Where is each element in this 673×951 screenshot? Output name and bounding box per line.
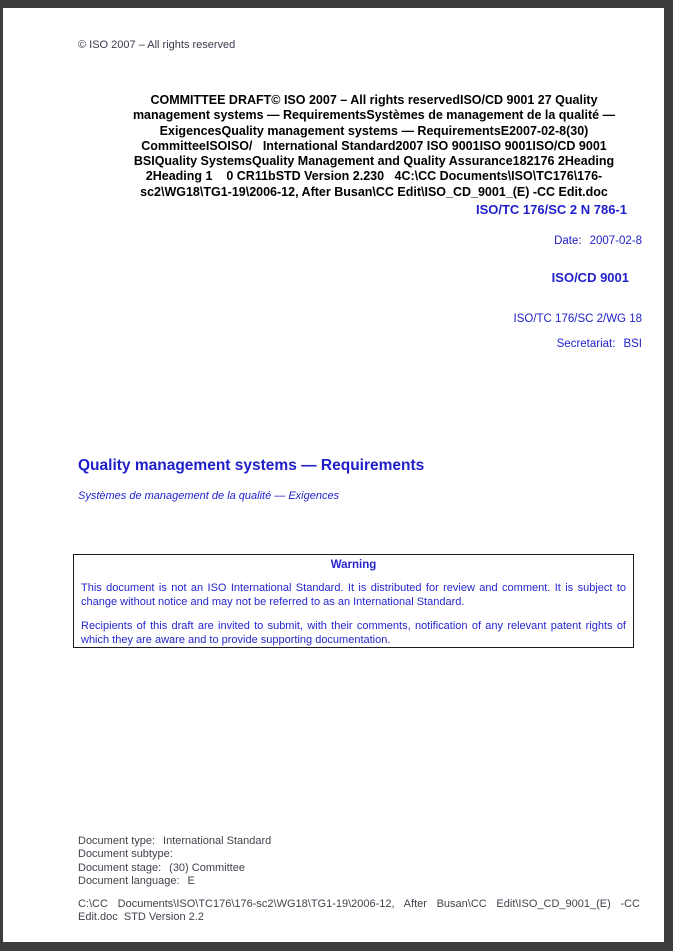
date-value: 2007-02-8 <box>589 235 642 247</box>
masthead-line: CommitteeISOISO/ International Standard2007 ISO 9001ISO 9001ISO/CD 9001 <box>141 138 607 153</box>
info-label: Document language: <box>78 875 180 888</box>
info-value: E <box>187 875 195 888</box>
document-code: ISO/CD 9001 <box>551 270 629 285</box>
masthead-line: COMMITTEE DRAFT© ISO 2007 – All rights reservedISO/CD 9001 27 Quality <box>150 93 598 107</box>
warning-paragraph: Recipients of this draft are invited to submit, with their comments, notification of any relevant patent rights of which they are aware and to provide supporting documentation. <box>81 620 626 646</box>
info-value: International Standard <box>163 835 272 847</box>
masthead-line: 2Heading 1 0 CR11bSTD Version 2.230 4C:\CC Documents\ISO\TC176\176- <box>145 169 603 184</box>
document-info-row <box>78 862 271 875</box>
document-info-block <box>78 835 271 889</box>
masthead-line: management systems — RequirementsSystèmes de management de la qualité — <box>132 108 616 123</box>
date-label: Date: <box>554 235 582 247</box>
warning-box <box>73 554 634 648</box>
document-info-row <box>78 875 271 888</box>
secretariat-row <box>557 338 642 350</box>
masthead-line: sc2\WG18\TG1-19\2006-12, After Busan\CC Edit\ISO_CD_9001_(E) -CC Edit.doc <box>140 184 608 199</box>
document-info-row <box>78 835 271 848</box>
masthead-line: BSIQuality SystemsQuality Management and Quality Assurance182176 2Heading <box>133 154 615 169</box>
secretariat-label: Secretariat: <box>556 338 616 350</box>
masthead-line: ExigencesQuality management systems — RequirementsE2007-02-8(30) <box>159 123 589 138</box>
info-value: (30) Committee <box>169 861 245 874</box>
info-label: Document subtype: <box>78 848 173 861</box>
masthead-block <box>100 93 648 217</box>
warning-heading: Warning <box>330 559 377 571</box>
document-info-row <box>78 848 271 861</box>
secretariat-value: BSI <box>623 338 642 350</box>
document-title-french: Systèmes de management de la qualité — Exigences <box>78 490 340 502</box>
working-group: ISO/TC 176/SC 2/WG 18 <box>513 313 642 325</box>
copyright-notice: © ISO 2007 – All rights reserved <box>78 39 236 51</box>
date-row <box>554 235 642 247</box>
document-title-english: Quality management systems — Requirements <box>78 457 425 474</box>
document-page <box>3 8 664 942</box>
info-label: Document type: <box>78 835 156 847</box>
file-path-footer: C:\CC Documents\ISO\TC176\176-sc2\WG18\TG1-19\2006-12, After Busan\CC Edit\ISO_CD_9001_(E) -CC Edit.doc STD Version 2.2 <box>78 898 644 924</box>
warning-paragraph: This document is not an ISO International Standard. It is distributed for review and comment. It is subject to change without notice and may not be referred to as an International Standard. <box>81 582 626 608</box>
committee-reference: ISO/TC 176/SC 2 N 786-1 <box>475 202 627 218</box>
info-label: Document stage: <box>78 861 162 874</box>
